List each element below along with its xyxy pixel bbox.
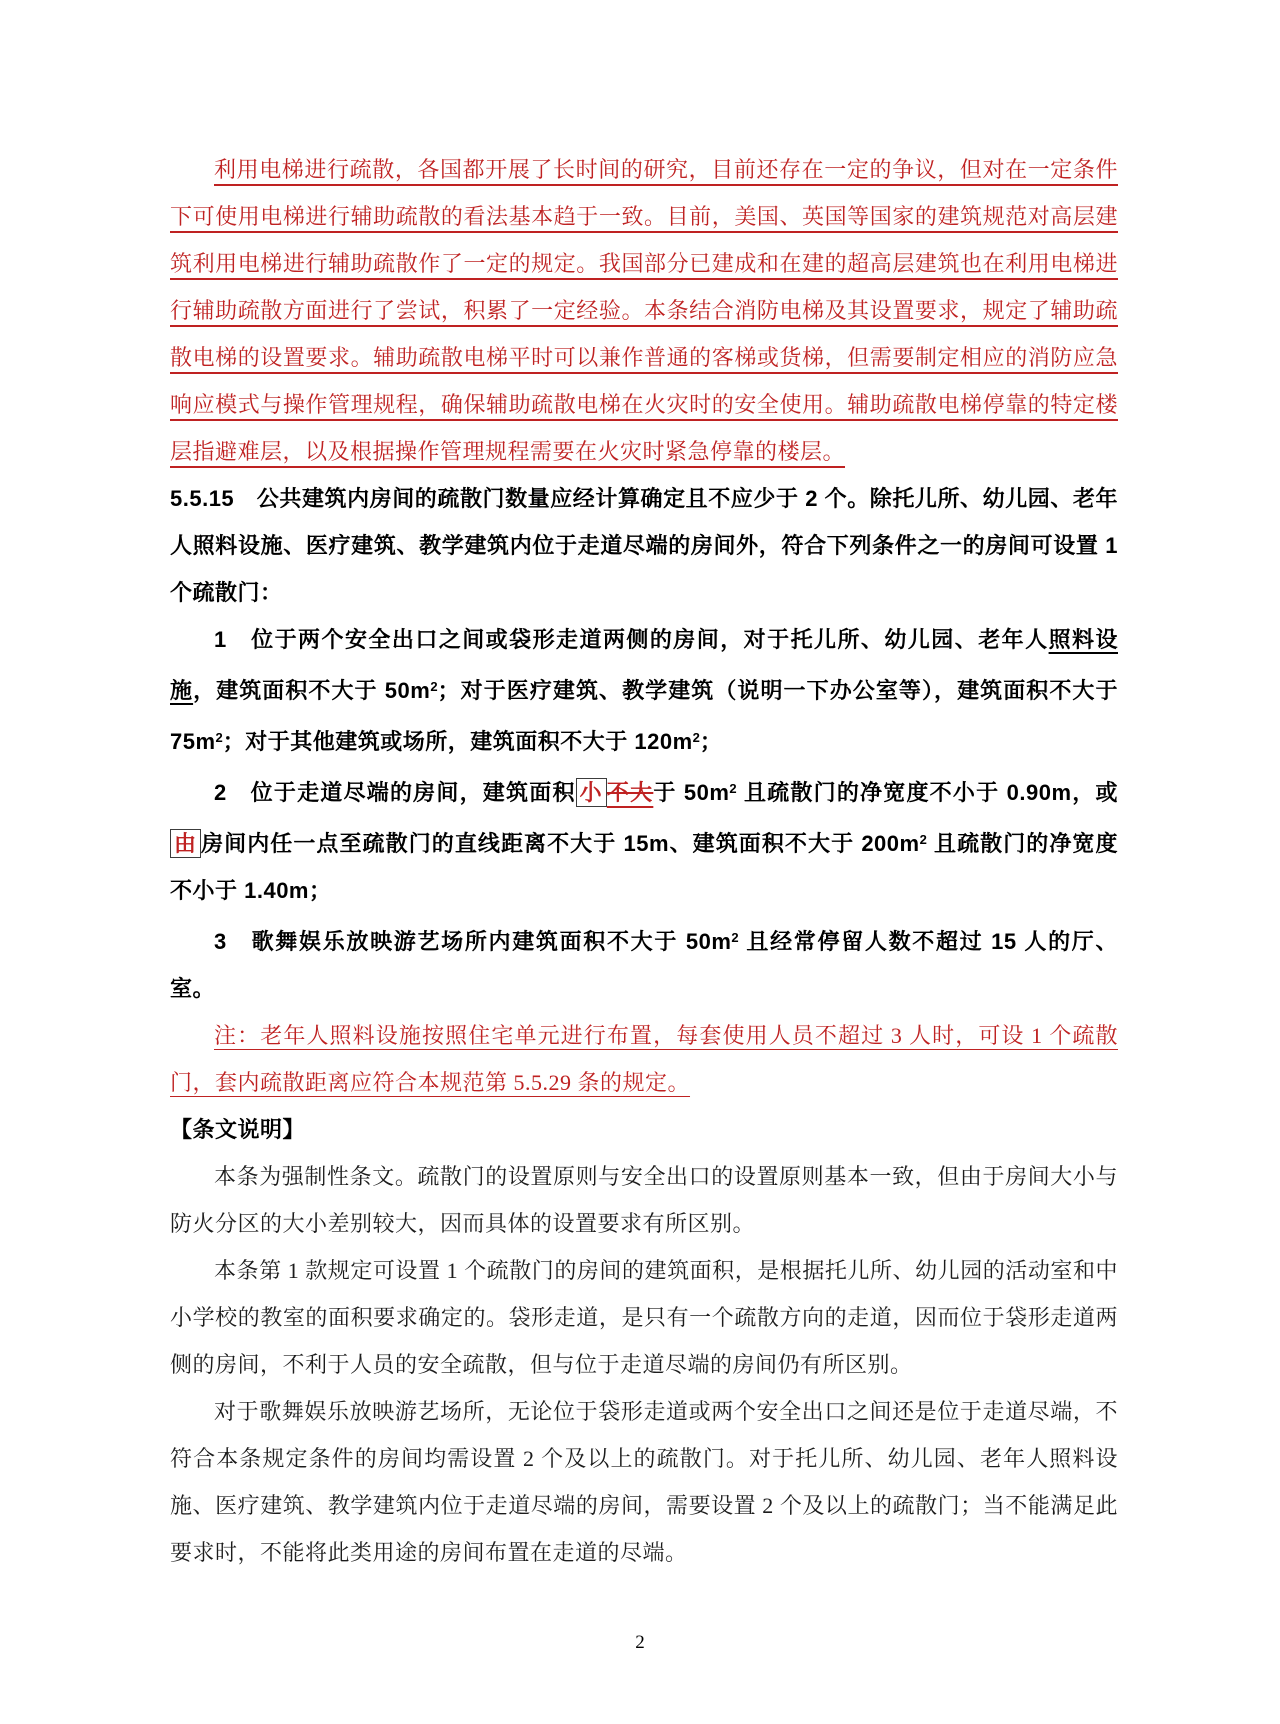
text-segment-ins: 小 bbox=[576, 778, 607, 807]
paragraph-clause-item-3 bbox=[170, 914, 1118, 1012]
paragraph-clause-item-2 bbox=[170, 765, 1118, 914]
text-segment: ； bbox=[699, 729, 723, 754]
text-segment: 利用电梯进行疏散，各国都开展了长时间的研究，目前还存在一定的争议，但对在一定条件下可使用电梯进行辅助疏散的看法基本趋于一致。目前，美国、英国等国家的建筑规范对高层建筑利用电梯进行辅助疏散作了一定的规定。我国部分已建成和在建的超高层建筑也在利用电梯进行辅助疏散方面进行了尝试，积累了一定经验。本条结合消防电梯及其设置要求，规定了辅助疏散电梯的设置要求。辅助疏散电梯平时可以兼作普通的客梯或货梯，但需要制定相应的消防应急响应模式与操作管理规程，确保辅助疏散电梯在火灾时的安全使用。辅助疏散电梯停靠的特定楼层指避难层，以及根据操作管理规程需要在火灾时紧急停靠的楼层。 bbox=[170, 157, 1118, 464]
text-segment: 房间内任一点至疏散门的直线距离不大于 15m、建筑面积不大于 200m bbox=[201, 831, 920, 856]
text-segment-sup: 2 bbox=[430, 679, 438, 694]
text-segment: ；对于医疗建筑、教学建筑（说明一下办公室等），建筑面积不大于 75m bbox=[170, 678, 1118, 754]
paragraph-explanation-heading bbox=[170, 1106, 1118, 1153]
text-segment: 本条为强制性条文。疏散门的设置原则与安全出口的设置原则基本一致，但由于房间大小与防火分区的大小差别较大，因而具体的设置要求有所区别。 bbox=[170, 1164, 1118, 1236]
paragraph-explanation-para-3 bbox=[170, 1388, 1118, 1576]
text-segment: 2 位于走道尽端的房间，建筑面积 bbox=[214, 780, 576, 805]
paragraph-clause-5-5-15 bbox=[170, 475, 1118, 616]
text-segment: ；对于其他建筑或场所，建筑面积不大于 120m bbox=[222, 729, 693, 754]
text-segment-sup: 2 bbox=[731, 930, 739, 945]
text-segment: 且疏散门的净宽度不小于 1.40m； bbox=[170, 831, 1118, 903]
text-segment: 3 歌舞娱乐放映游艺场所内建筑面积不大于 50m bbox=[214, 929, 732, 954]
paragraph-clause-note bbox=[170, 1012, 1118, 1106]
text-segment-sup: 2 bbox=[729, 781, 737, 796]
text-segment-u: 照料设施 bbox=[170, 627, 1118, 703]
page-number: 2 bbox=[635, 1632, 645, 1653]
text-segment: 注：老年人照料设施按照住宅单元进行布置，每套使用人员不超过 3 人时，可设 1 个疏散门，套内疏散距离应符合本规范第 5.5.29 条的规定。 bbox=[170, 1023, 1118, 1095]
paragraph-commentary-elevator-evacuation bbox=[170, 146, 1118, 475]
text-segment: 对于歌舞娱乐放映游艺场所，无论位于袋形走道或两个安全出口之间还是位于走道尽端，不符合本条规定条件的房间均需设置 2 个及以上的疏散门。对于托儿所、幼儿园、老年人照料设施、医疗建筑、教学建筑内位于走道尽端的房间，需要设置 2 个及以上的疏散门；当不能满足此要求时，不能将此类用途的房间布置在走道的尽端。 bbox=[170, 1399, 1118, 1565]
text-segment: ，建筑面积不大于 50m bbox=[193, 678, 431, 703]
text-segment: 于 50m bbox=[653, 780, 730, 805]
text-segment: 1 位于两个安全出口之间或袋形走道两侧的房间，对于托儿所、幼儿园、老年人 bbox=[214, 627, 1049, 652]
text-segment: 【条文说明】 bbox=[170, 1117, 306, 1142]
text-segment: 且疏散门的净宽度不小于 0.90m，或 bbox=[736, 780, 1118, 805]
text-segment-sup: 2 bbox=[692, 730, 700, 745]
document-text bbox=[170, 146, 1118, 1576]
paragraph-clause-item-1 bbox=[170, 616, 1118, 765]
text-segment-ins: 由 bbox=[170, 829, 201, 858]
text-segment-del: 不大 bbox=[606, 780, 654, 805]
text-segment: 5.5.15 公共建筑内房间的疏散门数量应经计算确定且不应少于 2 个。除托儿所、幼儿园、老年人照料设施、医疗建筑、教学建筑内位于走道尽端的房间外，符合下列条件之一的房间可设置 1 个疏散门： bbox=[170, 486, 1118, 605]
text-segment-sup: 2 bbox=[919, 832, 927, 847]
paragraph-explanation-para-2 bbox=[170, 1247, 1118, 1388]
paragraph-explanation-para-1 bbox=[170, 1153, 1118, 1247]
text-segment: 本条第 1 款规定可设置 1 个疏散门的房间的建筑面积，是根据托儿所、幼儿园的活动室和中小学校的教室的面积要求确定的。袋形走道，是只有一个疏散方向的走道，因而位于袋形走道两侧的房间，不利于人员的安全疏散，但与位于走道尽端的房间仍有所区别。 bbox=[170, 1258, 1118, 1377]
text-segment: 且经常停留人数不超过 15 人的厅、室。 bbox=[170, 929, 1118, 1001]
text-segment-sup: 2 bbox=[215, 730, 223, 745]
